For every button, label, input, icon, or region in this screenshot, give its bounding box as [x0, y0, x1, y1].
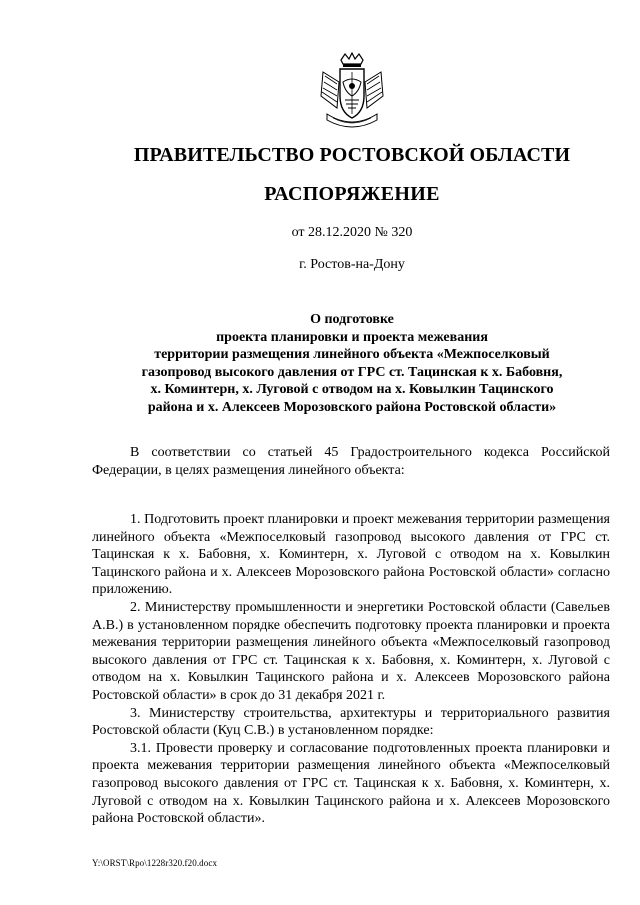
item-paragraph-2: 2. Министерству промышленности и энергетики Ростовской области (Савельев А.В.) в установленном порядке обеспечить подготовку проекта планировки и проекта межевания территории размещения линейного объекта «Межпоселковый газопровод высокого давления от ГРС ст. Тацинская к х. Бабовня, х. Коминтерн, х. Луговой с отводом на х. Ковылкин Тацинского района и х. Алексеев Морозовского района Ростовской области» в срок до 31 декабря 2021 г.: [92, 599, 610, 703]
date-number-line: от 28.12.2020 № 320: [291, 225, 413, 240]
item-paragraph-3-1: 3.1. Провести проверку и согласование подготовленных проекта планировки и проекта межевания территории размещения линейного объекта «Межпоселковый газопровод высокого давления от ГРС ст. Тацинская к х. Бабовня, х. Коминтерн, х. Луговой с отводом на х. Ковылкин Тацинского района и х. Алексеев Морозовского района Ростовской области».: [92, 740, 610, 827]
heading-line: района и х. Алексеев Морозовского района Ростовской области»: [147, 399, 557, 415]
city-line: г. Ростов-на-Дону: [299, 257, 405, 272]
document-type-title: РАСПОРЯЖЕНИЕ: [264, 183, 440, 205]
heading-line: х. Коминтерн, х. Луговой с отводом на х. Ковылкин Тацинского: [150, 382, 554, 397]
heading-line: О подготовке: [310, 312, 394, 327]
intro-paragraph-block: [92, 444, 610, 479]
coat-of-arms-icon: [319, 52, 385, 132]
heading-line: территории размещения линейного объекта «Межпоселковый: [154, 347, 550, 362]
intro-paragraph: В соответствии со статьей 45 Градостроительного кодекса Российской Федерации, в целях размещения линейного объекта:: [92, 445, 610, 478]
item-paragraph-1: 1. Подготовить проект планировки и проект межевания территории размещения линейного объекта «Межпоселковый газопровод высокого давления от ГРС ст. Тацинская к х. Бабовня, х. Коминтерн, х. Луговой с отводом на х. Ковылкин Тацинского района и х. Алексеев Морозовского района Ростовской области» согласно приложению.: [92, 512, 610, 598]
government-title: ПРАВИТЕЛЬСТВО РОСТОВСКОЙ ОБЛАСТИ: [133, 144, 571, 166]
document-heading: [98, 311, 606, 416]
heading-line: газопровод высокого давления от ГРС ст. Тацинская к х. Бабовня,: [141, 364, 563, 380]
item-paragraph-3: 3. Министерству строительства, архитектуры и территориального развития Ростовской области (Куц С.В.) в установленном порядке:: [92, 705, 610, 739]
heading-line: проекта планировки и проекта межевания: [216, 329, 488, 345]
items-block: [92, 511, 610, 828]
file-path-footer: Y:\ORST\Rpo\1228r320.f20.docx: [92, 858, 218, 868]
